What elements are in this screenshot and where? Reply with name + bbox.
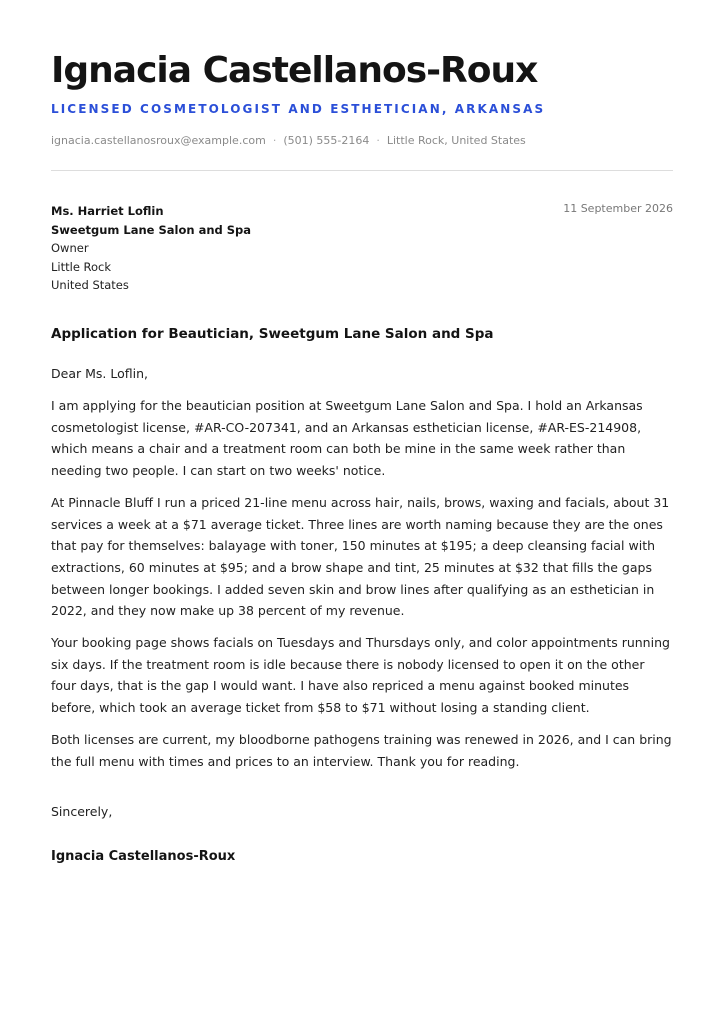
body-paragraph: I am applying for the beautician position at Sweetgum Lane Salon and Spa. I hold an Arkansas cosmetologist license, #AR-CO-207341, and an Arkansas esthetician license, #AR-ES-214908, which means a chair and a treatment room can both be mine in the same week rather than needing two people. I can start on two weeks' notice. (51, 398, 643, 479)
salutation: Dear Ms. Loflin, (51, 366, 148, 381)
closing: Sincerely, (51, 804, 113, 819)
recipient-role: Owner (51, 241, 89, 255)
recipient-block (51, 202, 251, 295)
recipient-country: United States (51, 278, 129, 292)
header-divider (51, 170, 673, 171)
contact-separator: · (376, 134, 380, 147)
letter-body (51, 395, 673, 782)
recipient-name: Ms. Harriet Loflin (51, 204, 164, 218)
body-paragraph: Your booking page shows facials on Tuesdays and Thursdays only, and color appointments running six days. If the treatment room is idle because there is nobody licensed to open it on the other four days, that is the gap I would want. I have also repriced a menu against booked minutes before, which took an average ticket from $58 to $71 without losing a standing client. (51, 635, 670, 716)
body-paragraph: At Pinnacle Bluff I run a priced 21-line menu across hair, nails, brows, waxing and facials, about 31 services a week at a $71 average ticket. Three lines are worth naming because they are the ones that pay for themselves: balayage with toner, 150 minutes at $195; a deep cleansing facial with extractions, 60 minutes at $95; and a brow shape and tint, 25 minutes at $32 that fills the gaps between longer bookings. I added seven skin and brow lines after qualifying as an esthetician in 2022, and they now make up 38 percent of my revenue. (51, 494, 670, 619)
letter-subject: Application for Beautician, Sweetgum Lane Salon and Spa (51, 326, 494, 342)
signature: Ignacia Castellanos-Roux (51, 849, 236, 864)
recipient-city: Little Rock (51, 259, 112, 274)
contact-phone: (501) 555-2164 (283, 134, 370, 147)
letter-date: 11 September 2026 (563, 202, 673, 215)
body-paragraph: Both licenses are current, my bloodborne pathogens training was renewed in 2026, and I can bring the full menu with times and prices to an interview. Thank you for reading. (51, 731, 672, 769)
contact-line (51, 134, 526, 147)
contact-email: ignacia.castellanosroux@example.com (51, 134, 266, 147)
applicant-title: LICENSED COSMETOLOGIST AND ESTHETICIAN, ARKANSAS (51, 102, 546, 116)
applicant-name: Ignacia Castellanos-Roux (51, 50, 538, 91)
contact-location: Little Rock, United States (386, 134, 526, 147)
contact-separator: · (272, 134, 277, 147)
recipient-company: Sweetgum Lane Salon and Spa (51, 222, 252, 237)
